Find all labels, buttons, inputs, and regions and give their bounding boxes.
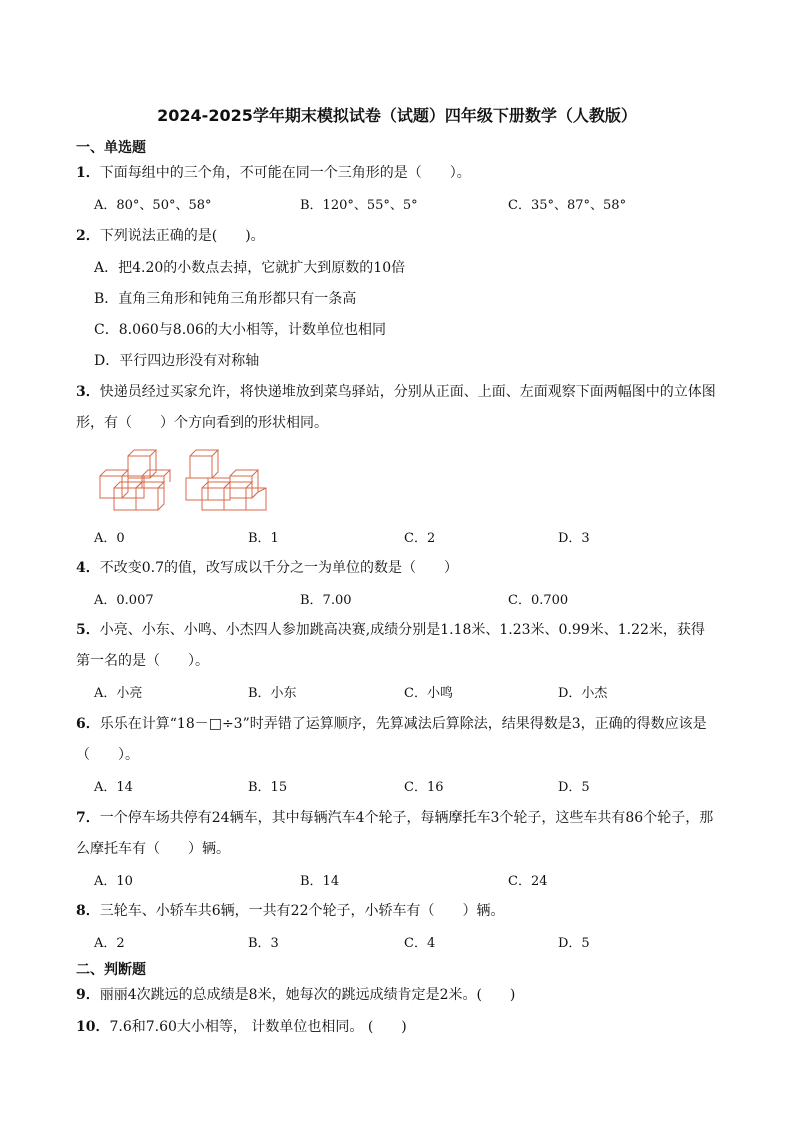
question-number: 1． xyxy=(76,165,100,181)
question-9 xyxy=(76,980,718,1011)
option-a[interactable]: A．0 xyxy=(94,531,125,546)
question-8 xyxy=(76,896,718,927)
option-c[interactable]: C．2 xyxy=(404,531,436,546)
question-text: 一个停车场共停有24辆车，其中每辆汽车4个轮子，每辆摩托车3个轮子，这些车共有86个轮子，那么摩托车有（ ）辆。 xyxy=(76,810,714,857)
question-number: 3． xyxy=(76,384,100,400)
question-number: 8． xyxy=(76,903,100,919)
option-a[interactable]: A．80°、50°、58° xyxy=(94,198,212,213)
question-text: 三轮车、小轿车共6辆，一共有22个轮子，小轿车有（ ）辆。 xyxy=(99,903,505,919)
option-a[interactable]: A．14 xyxy=(94,780,133,795)
option-b[interactable]: B．直角三角形和钝角三角形都只有一条高 xyxy=(94,291,357,307)
question-4-options xyxy=(94,589,734,613)
question-5 xyxy=(76,615,718,677)
question-8-options xyxy=(94,932,734,956)
option-c[interactable]: C．4 xyxy=(404,936,436,951)
cube-stacks-figure xyxy=(98,448,270,518)
option-c[interactable]: C．小鸣 xyxy=(404,686,453,701)
option-b[interactable]: B．15 xyxy=(248,780,288,795)
option-d[interactable]: D．5 xyxy=(558,780,590,795)
option-a[interactable]: A．把4.20的小数点去掉，它就扩大到原数的10倍 xyxy=(94,260,406,276)
option-b[interactable]: B．1 xyxy=(248,531,279,546)
question-number: 7． xyxy=(76,810,100,826)
question-1 xyxy=(76,158,718,189)
question-text: 不改变0.7的值，改写成以千分之一为单位的数是（ ） xyxy=(99,560,459,576)
question-number: 9． xyxy=(76,987,100,1003)
question-text: 快递员经过买家允许，将快递堆放到菜鸟驿站，分别从正面、上面、左面观察下面两幅图中的立体图形，有（ ）个方向看到的形状相同。 xyxy=(76,384,716,431)
question-number: 6． xyxy=(76,716,100,732)
option-c[interactable]: C．24 xyxy=(508,874,548,889)
option-c[interactable]: C．16 xyxy=(404,780,444,795)
question-3-options xyxy=(94,527,734,551)
question-2 xyxy=(76,221,718,252)
option-a[interactable]: A．2 xyxy=(94,936,125,951)
question-3 xyxy=(76,377,718,439)
question-text: 乐乐在计算“18－□÷3”时弄错了运算顺序，先算减法后算除法，结果得数是3，正确的得数应该是（ ）。 xyxy=(76,716,707,763)
question-6 xyxy=(76,709,718,771)
question-number: 2． xyxy=(76,228,100,244)
option-c[interactable]: C．8.060与8.06的大小相等，计数单位也相同 xyxy=(94,322,386,338)
question-7-options xyxy=(94,870,734,894)
option-d[interactable]: D．3 xyxy=(558,531,590,546)
option-a[interactable]: A．0.007 xyxy=(94,593,154,608)
option-c[interactable]: C．0.700 xyxy=(508,593,569,608)
question-4 xyxy=(76,553,718,584)
question-7 xyxy=(76,803,718,865)
question-number: 10． xyxy=(76,1019,110,1035)
option-a[interactable]: A．小亮 xyxy=(94,686,143,701)
option-b[interactable]: B．小东 xyxy=(248,686,297,701)
question-text: 下面每组中的三个角，不可能在同一个三角形的是（ ）。 xyxy=(99,165,471,181)
option-b[interactable]: B．14 xyxy=(300,874,340,889)
question-text: 丽丽4次跳远的总成绩是8米，她每次的跳远成绩肯定是2米。( ) xyxy=(99,987,516,1003)
question-10 xyxy=(76,1012,718,1043)
option-b[interactable]: B．120°、55°、5° xyxy=(300,198,418,213)
section-heading-true-false: 二、判断题 xyxy=(76,962,146,978)
option-d[interactable]: D．5 xyxy=(558,936,590,951)
question-text: 7.6和7.60大小相等， 计数单位也相同。 ( ) xyxy=(109,1019,407,1035)
page-title: 2024-2025学年期末模拟试卷（试题）四年级下册数学（人教版） xyxy=(157,106,637,125)
question-5-options xyxy=(94,682,734,706)
option-d[interactable]: D．平行四边形没有对称轴 xyxy=(94,353,260,369)
option-a[interactable]: A．10 xyxy=(94,874,133,889)
question-text: 下列说法正确的是( )。 xyxy=(99,228,265,244)
section-heading-single-choice: 一、单选题 xyxy=(76,140,146,156)
question-6-options xyxy=(94,776,734,800)
option-b[interactable]: B．7.00 xyxy=(300,593,352,608)
option-c[interactable]: C．35°、87°、58° xyxy=(508,198,627,213)
option-b[interactable]: B．3 xyxy=(248,936,279,951)
question-number: 5． xyxy=(76,622,100,638)
question-text: 小亮、小东、小鸣、小杰四人参加跳高决赛,成绩分别是1.18米、1.23米、0.99米、1.22米，获得第一名的是（ ）。 xyxy=(76,622,705,669)
question-1-options xyxy=(94,194,734,218)
option-d[interactable]: D．小杰 xyxy=(558,686,608,701)
question-number: 4． xyxy=(76,560,100,576)
